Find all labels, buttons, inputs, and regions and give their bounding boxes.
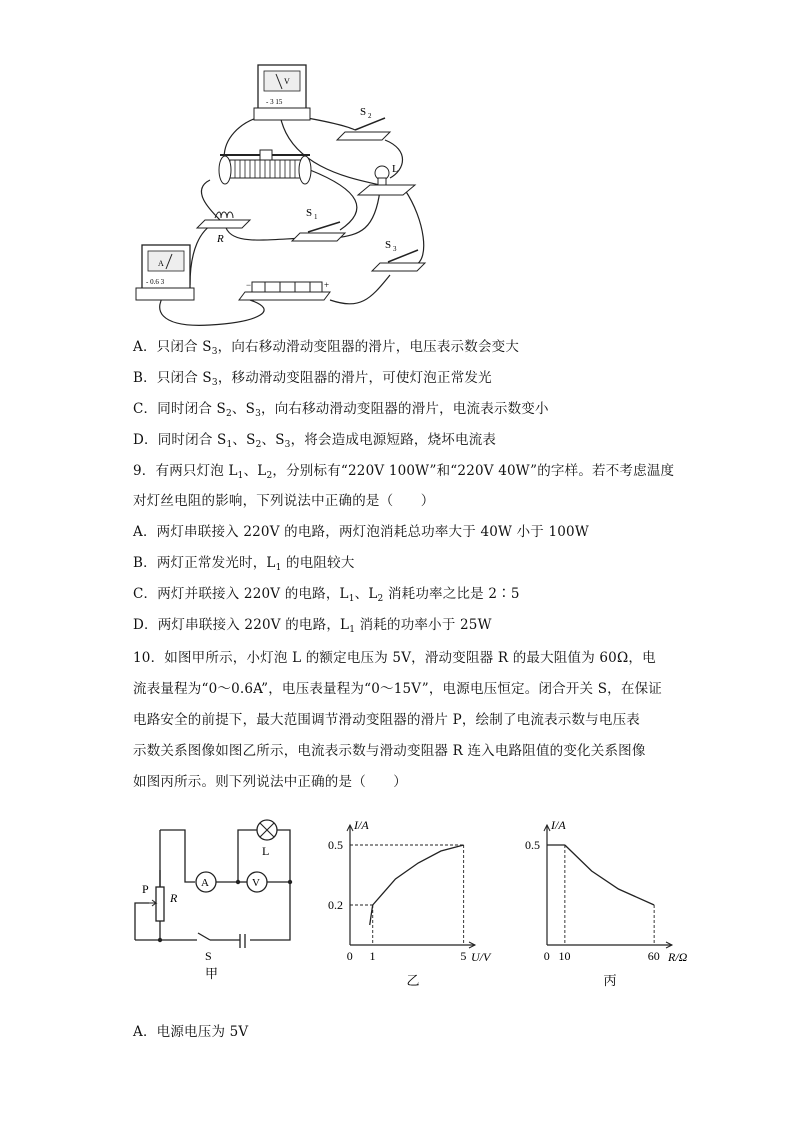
rheostat-device-icon <box>219 150 311 184</box>
q9-stem-line2: 对灯丝电阻的影响，下列说法中正确的是（ ） <box>133 493 435 509</box>
label-s3-sub: 3 <box>393 245 397 253</box>
lamp-label: L <box>262 844 270 858</box>
voltmeter-label: V <box>284 77 290 86</box>
q8-option-c: C．同时闭合 $S_2$、$S_3$，向右移动滑动变阻器的滑片，电流表示数变小 <box>133 401 549 419</box>
q10-stem-line5: 如图丙所示。则下列说法中正确的是（ ） <box>133 774 407 790</box>
chart-bing <box>525 800 695 988</box>
q9-option-d: D．两灯串联接入 220V 的电路，$L_1$ 消耗的功率小于 25W <box>133 617 492 635</box>
ammeter-symbol: A <box>201 877 209 889</box>
x-tick-label: 5 <box>460 949 467 963</box>
voltmeter-symbol: V <box>252 877 260 889</box>
x-tick-label: 0 <box>346 949 353 963</box>
circuit-jia-figure <box>125 810 305 980</box>
x-tick-label: 1 <box>369 949 376 963</box>
lamp-board-icon <box>358 163 415 195</box>
ammeter-scale: - 0.6 3 <box>146 278 165 286</box>
x-tick-label: 60 <box>647 949 660 963</box>
q8-option-a: A．只闭合 $S_3$，向右移动滑动变阻器的滑片，电压表示数会变大 <box>133 339 520 357</box>
battery-pack-icon <box>239 280 330 300</box>
label-lamp: L <box>392 163 399 175</box>
q10-stem-line4: 示数关系图像如图乙所示，电流表示数与滑动变阻器 R 连入电路阻值的变化关系图像 <box>133 743 646 759</box>
chart-caption: 乙 <box>406 973 420 988</box>
q9-option-b: B．两灯正常发光时，$L_1$ 的电阻较大 <box>133 555 355 573</box>
y-axis-label: I/A <box>354 818 369 832</box>
ammeter-label: A <box>158 259 164 268</box>
battery-neg-label: − <box>246 280 252 290</box>
q9-option-c: C．两灯并联接入 220V 的电路，$L_1$、$L_2$ 消耗功率之比是 2∶5 <box>133 586 520 604</box>
label-s1: S <box>306 207 313 219</box>
label-s1-sub: 1 <box>314 213 318 221</box>
q8-option-d: D．同时闭合 $S_1$、$S_2$、$S_3$，将会造成电源短路，烧坏电流表 <box>133 432 497 450</box>
y-tick-label: 0.5 <box>525 838 540 852</box>
x-axis-label: U/V <box>471 950 491 964</box>
caption-jia: 甲 <box>205 966 219 981</box>
voltmeter-scale: - 3 15 <box>266 98 283 106</box>
x-tick-label: 0 <box>543 949 550 963</box>
resistor-r-icon <box>197 212 250 245</box>
q8-circuit-figure <box>130 60 440 330</box>
label-r: R <box>217 233 224 245</box>
q8-option-b: B．只闭合 $S_3$，移动滑动变阻器的滑片，可使灯泡正常发光 <box>133 370 492 388</box>
series-line <box>565 845 654 905</box>
q10-stem-line3: 电路安全的前提下，最大范围调节滑动变阻器的滑片 P，绘制了电流表示数与电压表 <box>133 712 640 728</box>
series-line <box>370 845 464 925</box>
q10-stem-line2: 流表量程为“0～0.6A”，电压表量程为“0～15V”，电源电压恒定。闭合开关 S，在保证 <box>133 681 662 697</box>
y-axis-label: I/A <box>551 818 566 832</box>
lamp-l-icon <box>257 820 277 840</box>
label-s2: S <box>360 106 367 118</box>
x-tick-label: 10 <box>558 949 571 963</box>
label-s3: S <box>385 239 392 251</box>
chart-yi <box>325 800 500 988</box>
x-axis-label: R/Ω <box>668 950 688 964</box>
rheostat-r-label: R <box>170 891 178 905</box>
q10-stem-line1: 10．如图甲所示，小灯泡 L 的额定电压为 5V，滑动变阻器 R 的最大阻值为 60Ω，电 <box>133 650 656 666</box>
battery-pos-label: + <box>324 280 330 290</box>
q9-stem-line1: 9．有两只灯泡 $L_1$、$L_2$，分别标有“220V 100W”和“220V 40W”的字样。若不考虑温度 <box>133 463 675 481</box>
chart-caption: 丙 <box>603 973 617 988</box>
switch-s-label: S <box>205 949 212 963</box>
y-tick-label: 0.2 <box>328 898 343 912</box>
q9-option-a: A．两灯串联接入 220V 的电路，两灯泡消耗总功率大于 40W 小于 100W <box>133 524 589 540</box>
switch-s2-icon <box>337 106 390 140</box>
q10-option-a: A．电源电压为 5V <box>133 1024 249 1040</box>
switch-s3-icon <box>372 239 425 271</box>
y-tick-label: 0.5 <box>328 838 343 852</box>
switch-s1-icon <box>292 207 345 241</box>
voltmeter-device-icon <box>254 65 310 120</box>
label-s2-sub: 2 <box>368 112 372 120</box>
slider-p-label: P <box>142 882 149 896</box>
ammeter-device-icon <box>136 245 194 300</box>
